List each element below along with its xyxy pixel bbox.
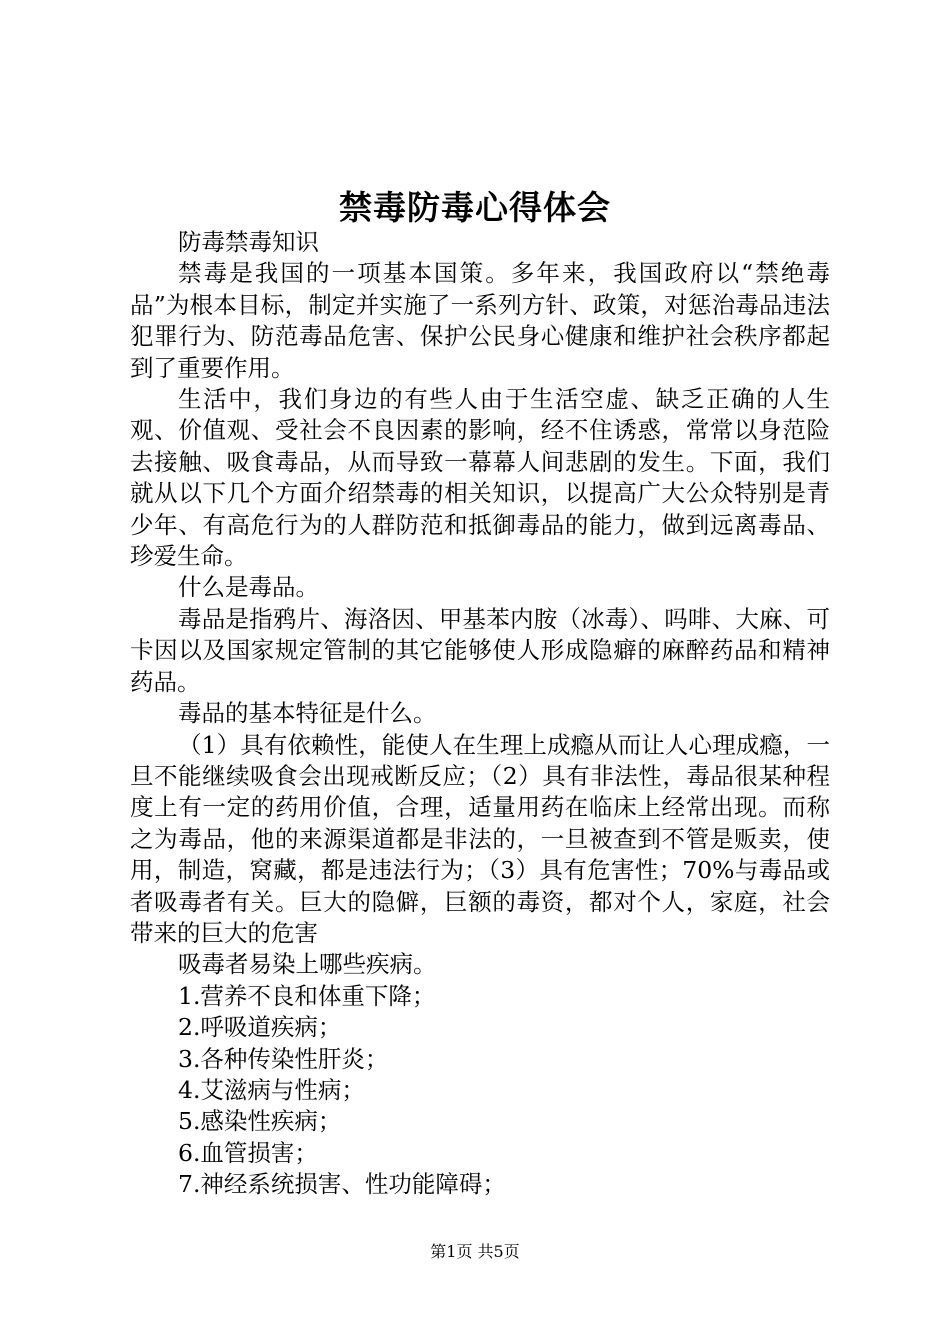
question-diseases: 吸毒者易染上哪些疾病。 <box>178 950 437 979</box>
paragraph-drug-features: （1）具有依赖性，能使人在生理上成瘾从而让人心理成瘾，一旦不能继续吸食会出现戒断反应；（2）具有非法性，毒品很某种程度上有一定的药用价值，合理，适量用药在临床上经常出现。而称之为毒品，他的来源渠道都是非法的，一旦被查到不管是贩卖，使用，制造，窝藏，都是违法行为；（3）具有危害性；70%与毒品或者吸毒者有关。巨大的隐僻，巨额的毒资，都对个人，家庭，社会带来的巨大的危害 <box>130 730 830 947</box>
paragraph-daily-life: 生活中，我们身边的有些人由于生活空虚、缺乏正确的人生观、价值观、受社会不良因素的影响，经不住诱惑，常常以身范险去接触、吸食毒品，从而导致一幕幕人间悲剧的发生。下面，我们就从以下几个方面介绍禁毒的相关知识，以提高广大公众特别是青少年、有高危行为的人群防范和抵御毒品的能力，做到远离毒品、珍爱生命。 <box>130 385 830 571</box>
list-item-disease-1: 1.营养不良和体重下降； <box>178 981 436 1010</box>
question-drug-features: 毒品的基本特征是什么。 <box>178 699 437 728</box>
section-heading-knowledge: 防毒禁毒知识 <box>178 228 319 256</box>
list-item-disease-3: 3.各种传染性肝炎； <box>178 1044 389 1073</box>
list-item-disease-4: 4.艾滋病与性病； <box>178 1075 365 1104</box>
question-what-is-drug: 什么是毒品。 <box>178 573 319 602</box>
document-body <box>130 227 830 1201</box>
list-item-disease-2: 2.呼吸道疾病； <box>178 1013 342 1042</box>
list-item-disease-5: 5.感染性疾病； <box>178 1107 342 1136</box>
list-item-disease-6: 6.血管损害； <box>178 1138 318 1167</box>
paragraph-drug-definition: 毒品是指鸦片、海洛因、甲基苯内胺（冰毒）、吗啡、大麻、可卡因以及国家规定管制的其它能够使人形成隐癖的麻醉药品和精神药品。 <box>130 604 830 696</box>
document-title: 禁毒防毒心得体会 <box>339 188 611 227</box>
page-footer: 第1页 共5页 <box>430 1242 520 1261</box>
paragraph-national-policy: 禁毒是我国的一项基本国策。多年来，我国政府以“禁绝毒品”为根本目标，制定并实施了一系列方针、政策，对惩治毒品违法犯罪行为、防范毒品危害、保护公民身心健康和维护社会秩序都起到了重要作用。 <box>130 259 830 382</box>
list-item-disease-7: 7.神经系统损害、性功能障碍； <box>178 1170 506 1199</box>
